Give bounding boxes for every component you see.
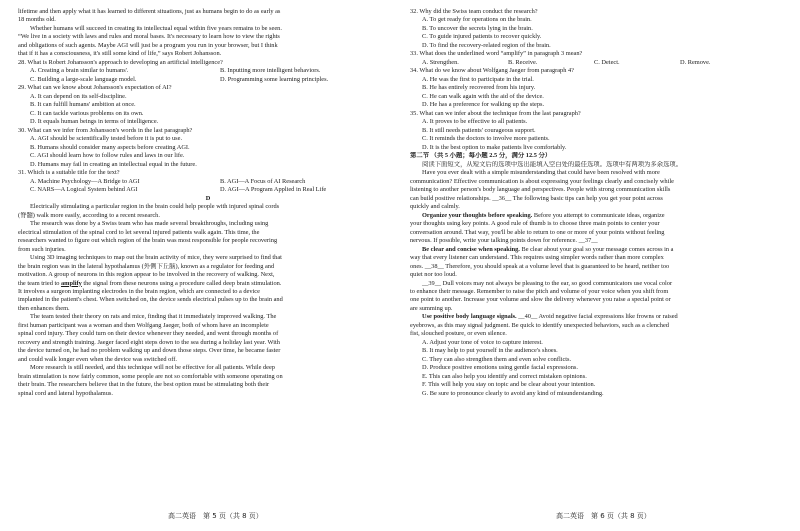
left-page-footer: 高二英语 第 5 页（共 8 页）: [168, 512, 263, 520]
left-text-line: researchers wanted to figure out which region of the brain was most responsible for people recovering: [18, 237, 278, 245]
right-text-line: fist, slouched posture, or even silence.: [410, 330, 507, 338]
left-text-line: D. It equals human beings in terms of intelligence.: [30, 118, 159, 126]
right-text-line: conversation around. That way, you'll be able to return to one or more of your points without feeling: [410, 228, 665, 236]
answer-option: D. Remove.: [680, 58, 711, 66]
left-text-line: 29. What can we know about Johansson's expectation of AI?: [18, 84, 172, 92]
right-text-line: 32. Why did the Swiss team conduct the research?: [410, 8, 538, 15]
left-text-line: D. Humans may fail in creating an intellectual equal in the future.: [30, 160, 197, 168]
right-text-line: your thoughts using key points. A good rule of thumb is to choose three main points to center your: [410, 220, 660, 228]
left-text-line: the brain region was in the lateral hypothalamus (外侧下丘脑), known as a regulator for feeding and: [18, 262, 275, 270]
right-text-line: C. It reminds the doctors to involve more patients.: [422, 135, 550, 143]
left-text-line: their brain. The researchers believe that in the future, the best option must be stimulating both their: [18, 381, 270, 389]
right-text-line: E. This can also help you identify and correct mistaken opinions.: [422, 372, 587, 380]
right-text-line: B. To uncover the secrets lying in the brain.: [422, 24, 533, 32]
right-text-line: B. He has entirely recovered from his injury.: [422, 84, 536, 92]
right-text-line: D. It is the best option to make patients live comfortably.: [422, 143, 567, 151]
answer-option: D. AGI—A Program Applied in Real Life: [220, 186, 327, 194]
right-text-line: eyebrows, as this may signal judgment. Be quick to identify unexpected behaviors, such as a clenched: [410, 321, 669, 329]
right-text-line: Have you ever dealt with a simple misunderstanding that could have been resolved with more: [422, 169, 660, 177]
left-page-column: [18, 8, 398, 504]
left-text-line: Using 3D imaging techniques to map out the brain activity of mice, they were surprised to find that: [30, 254, 282, 262]
right-text-line: 34. What do we know about Wolfgang Jaeger from paragraph 4?: [410, 67, 574, 75]
left-text-line: the team tried to amplify the signal from these neurons using a procedure called deep brain stimulation.: [18, 279, 282, 287]
left-text-line: brain stimulation is now fairly common, some people are not so comfortable with someone operating on: [18, 372, 283, 380]
answer-option: A. Machine Psychology—A Bridge to AGI: [30, 177, 140, 185]
answer-option: B. Receive.: [508, 58, 538, 66]
left-option-row: [18, 67, 398, 75]
right-text-line: D. To find the recovery-related region of the brain.: [422, 41, 551, 49]
left-text-line: first human participant was a woman and then Wolfgang Jaeger, both of whom have an incomplete: [18, 321, 269, 329]
left-text-line: that if it has a consciousness, it's still some kind of life,” says Robert Johansson.: [18, 50, 222, 58]
left-text-line: and could walk longer even when the device was switched off.: [18, 355, 177, 363]
left-text-line: 18 months old.: [18, 16, 56, 24]
left-text-line: C. It can tackle various problems on its own.: [30, 109, 144, 117]
answer-option: B. AGI—A Focus of AI Research: [220, 177, 306, 185]
right-text-line: A. He was the first to participate in the trial.: [422, 75, 534, 83]
left-text-line: “We live in a society with laws and rules and moral bases. It's necessary to learn how to view the rights: [18, 33, 280, 41]
left-option-row: [18, 186, 398, 194]
right-text-line: can build positive relationships. __36__ The following basic tips can help you get your point across: [410, 194, 663, 202]
answer-option: D. Programming some learning principles.: [220, 75, 329, 83]
left-text-line: A. It can depend on its self-discipline.: [30, 92, 127, 100]
left-text-line: spinal cord injury. They could turn on their device whenever they needed, and went through months of: [18, 330, 279, 338]
right-text-line: ones. __38__ Therefore, you should speak at a volume level that is guaranteed to be heard, neither too: [410, 262, 670, 270]
left-option-row: [18, 178, 398, 186]
right-text-line: nervous. If possible, write your talking points down for reference. __37__: [410, 237, 598, 245]
left-text-line: implanted in the patient's chest. When switched on, the device sends electrical pulses up to the brain and: [18, 296, 283, 304]
left-text-line: electrical stimulation of the spinal cord to let several injured patients walk again. This time, the: [18, 228, 260, 236]
right-text-line: quickly and calmly.: [410, 203, 460, 211]
right-text-line: Use positive body language signals. __40__ Avoid negative facial expressions like frowns or raised: [422, 313, 678, 321]
right-text-line: communication? Effective communication is about expressing your feelings clearly and concisely while: [410, 177, 674, 185]
left-text-line: 30. What can we infer from Johansson's words in the last paragraph?: [18, 126, 193, 134]
answer-option: C. Building a large-scale language model.: [30, 75, 137, 83]
left-text-line: The research was done by a Swiss team who has made several breakthroughs, including using: [30, 220, 269, 228]
right-text-line: 35. What can we infer about the technique from the last paragraph?: [410, 109, 581, 117]
left-text-line: The team tested their theory on rats and mice, finding that it immediately improved walking. The: [30, 313, 277, 321]
left-text-line: 28. What is Robert Johansson's approach to developing an artificial intelligence?: [18, 58, 223, 66]
left-text-line: lifetime and then apply what it has learned to different situations, just as humans begin to do as early as: [18, 8, 281, 15]
left-text-line: Whether humans will succeed in creating its intellectual equal within five years remains to be seen.: [30, 24, 282, 32]
left-text-line: the device turned on, he had no problem walking up and down those steps. Over time, he became faster: [18, 347, 281, 355]
right-text-line: D. Produce positive emotions using gentle facial expressions.: [422, 364, 578, 372]
answer-option: B. Inputting more intelligent behaviors.: [220, 67, 321, 75]
right-text-line: 33. What does the underlined word “amplify” in paragraph 3 mean?: [410, 50, 583, 58]
left-text-line: More research is still needed, and this technique will not be effective for all patients. While deep: [30, 364, 275, 372]
left-text-line: (脊髓) walk more easily, according to a recent research.: [18, 211, 160, 219]
right-text-line: one point to another. Increase your volume and slow the delivery whenever you raise a special point or: [410, 296, 671, 304]
right-text-line: A. Adjust your tone of voice to capture interest.: [422, 338, 543, 346]
left-text-line: Electrically stimulating a particular region in the brain could help people with injured spinal cords: [30, 203, 280, 211]
right-text-line: D. He has a preference for walking up the steps.: [422, 101, 545, 109]
answer-option: A. Strengthen.: [422, 58, 459, 66]
left-text-line: A. AGI should be scientifically tested before it is put to use.: [30, 135, 183, 143]
right-text-line: are summing up.: [410, 304, 453, 312]
right-text-line: A. It proves to be effective to all patients.: [422, 118, 528, 126]
left-text-line: D: [205, 194, 211, 202]
answer-option: C. NARS—A Logical System behind AGI: [30, 186, 138, 194]
right-text-line: B. It may help to put yourself in the audience's shoes.: [422, 347, 558, 355]
answer-option: C. Detect.: [594, 58, 620, 66]
right-text-line: Organize your thoughts before speaking. Before you attempt to communicate ideas, organize: [422, 211, 665, 219]
right-text-line: Be clear and concise when speaking. Be clear about your goal so your message comes across in a: [422, 245, 674, 253]
right-text-line: C. They can also strengthen them and even solve conflicts.: [422, 355, 572, 363]
right-text-line: 阅读下面短文，从短文后的选项中选出能填入空白处的最佳选项。选项中有两项为多余选项。: [422, 160, 683, 168]
left-text-line: and obligations of such agents. Maybe AGI will just be a program you run in your browser, but I think: [18, 41, 278, 49]
right-text-line: 第二节 （共 5 小题；每小题 2.5 分，满分 12.5 分）: [410, 152, 552, 160]
right-text-line: listening to another person's body language and perspectives. People with strong communication skills: [410, 186, 671, 194]
right-text-line: way that every listener can understand. This requires using simpler words rather than more complex: [410, 254, 664, 262]
right-text-line: C. He can walk again with the aid of the device.: [422, 92, 544, 100]
right-option-row: [410, 59, 790, 67]
left-text-line: motivation. A group of neurons in this region appear to be involved in the recovery of walking. Next,: [18, 271, 275, 279]
left-text-line: C. AGI should learn how to follow rules and laws in our life.: [30, 152, 185, 160]
left-text-line: B. Humans should consider many aspects before creating AGI.: [30, 143, 190, 151]
right-text-line: A. To get ready for operations on the brain.: [422, 16, 532, 24]
right-page-column: [410, 8, 790, 504]
left-text-line: 31. Which is a suitable title for the text?: [18, 169, 120, 177]
left-text-line: recovery and strength training. Jaeger faced eight steps down to the sea during a holiday last year. With: [18, 338, 280, 346]
right-text-line: G. Be sure to pronounce clearly to avoid any kind of misunderstanding.: [422, 389, 604, 397]
right-text-line: __39__ Dull voices may not always be pleasing to the ear, so good communicators use vocal color: [422, 279, 673, 287]
answer-option: A. Creating a brain similar to humans'.: [30, 67, 129, 75]
right-text-line: B. It still needs patients' courageous support.: [422, 126, 536, 134]
right-text-line: F. This will help you stay on topic and be clear about your intention.: [422, 381, 596, 389]
right-text-line: quiet nor too loud.: [410, 271, 457, 279]
left-text-line: It involves a surgeon implanting electrodes in the brain region, which are connected to a device: [18, 287, 260, 295]
left-text-line: then enhances them.: [18, 304, 70, 312]
right-page-footer: 高二英语 第 6 页（共 8 页）: [556, 512, 651, 520]
left-text-line: B. It can fulfill humans' ambition at once.: [30, 101, 136, 109]
right-text-line: to enhance their message. Remember to raise the pitch and volume of your voice when you shift from: [410, 287, 669, 295]
left-text-line: spinal cord and lateral hypothalamus.: [18, 389, 113, 397]
left-option-row: [18, 76, 398, 84]
right-text-line: C. To guide injured patients to recover quickly.: [422, 33, 542, 41]
left-text-line: from such injuries.: [18, 245, 66, 253]
